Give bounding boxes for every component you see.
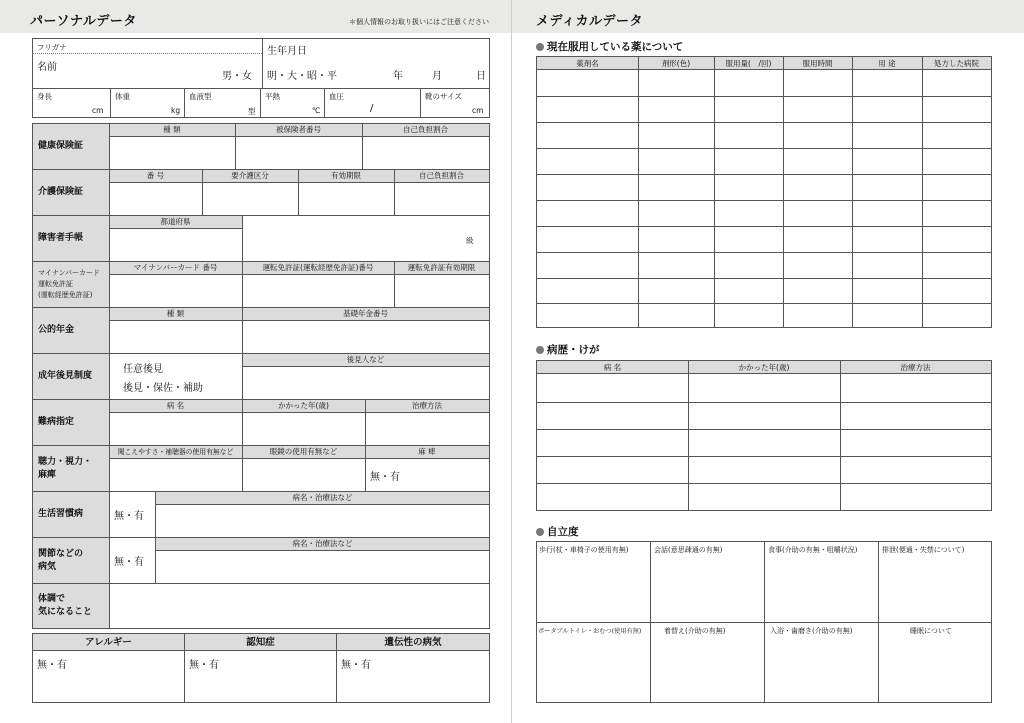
med-col-dose: 服用量( /回) bbox=[725, 59, 772, 68]
guardian-person-header: 後見人など bbox=[242, 354, 489, 367]
temp-unit: ℃ bbox=[312, 106, 321, 115]
privacy-note: ＊個人情報のお取り扱いにはご注意ください bbox=[349, 18, 489, 26]
care-level-header: 要介護区分 bbox=[202, 170, 298, 183]
senses-label-line1: 聴力・視力・ bbox=[38, 456, 93, 467]
bullet-icon bbox=[536, 528, 544, 536]
disability-prefecture-header: 都道府県 bbox=[109, 216, 242, 229]
furigana-label: フリガナ bbox=[37, 43, 67, 52]
mynumber-header: マイナンバーカード 番号 bbox=[109, 262, 242, 275]
indep-walking: 歩行(杖・車椅子の使用有無) bbox=[539, 546, 629, 554]
condition-label-line2: 気になること bbox=[38, 607, 93, 617]
height-unit: cm bbox=[92, 106, 104, 115]
rare-disease-treatment-header: 治療方法 bbox=[365, 400, 489, 413]
personal-header bbox=[0, 0, 511, 33]
hearing-header: 聞こえやすさ・補聴器の使用有無など bbox=[109, 446, 242, 459]
pension-label: 公的年金 bbox=[33, 308, 109, 353]
insurance-rate-header: 自己負担割合 bbox=[362, 124, 489, 137]
bullet-icon bbox=[536, 43, 544, 51]
indep-dressing: 着替え(介助の有無) bbox=[664, 627, 726, 635]
guardian-option-voluntary[interactable]: 任意後見 bbox=[123, 364, 163, 375]
pension-number-header: 基礎年金番号 bbox=[242, 308, 489, 321]
bullet-icon bbox=[536, 346, 544, 354]
joint-label-line1: 関節などの bbox=[38, 548, 84, 559]
personal-title: パーソナルデータ bbox=[30, 14, 137, 29]
era-options[interactable]: 明・大・昭・平 bbox=[267, 71, 337, 82]
med-col-time: 服用時間 bbox=[802, 59, 833, 68]
med-col-purpose: 用 途 bbox=[878, 59, 896, 68]
sex-options[interactable]: 男・女 bbox=[222, 71, 252, 82]
weight-label: 体重 bbox=[115, 92, 130, 101]
lifestyle-disease-label: 生活習慣病 bbox=[33, 492, 109, 537]
dementia-header: 認知症 bbox=[185, 634, 336, 651]
bp-label: 血圧 bbox=[329, 92, 344, 101]
care-insurance-label: 介護保険証 bbox=[33, 170, 109, 215]
lifestyle-detail-header: 病名・治療法など bbox=[156, 492, 489, 505]
condition-label-line1: 体調で bbox=[38, 594, 66, 604]
disability-grade-unit: 級 bbox=[466, 236, 474, 245]
temp-label: 平熱 bbox=[265, 92, 280, 101]
mynumber-label bbox=[33, 262, 109, 307]
height-label: 身長 bbox=[37, 92, 52, 101]
shoe-label: 靴のサイズ bbox=[425, 92, 462, 101]
medical-title: メディカルデータ bbox=[536, 14, 643, 29]
independence-title-text: 自立度 bbox=[547, 526, 579, 538]
care-period-header: 有効期限 bbox=[298, 170, 394, 183]
med-col-name: 薬剤名 bbox=[576, 59, 599, 68]
med-col-form: 剤形(色) bbox=[661, 59, 691, 68]
paralysis-options[interactable]: 無・有 bbox=[370, 472, 400, 483]
mynumber-label-line2: 運転免許証 bbox=[38, 280, 73, 288]
allergy-options[interactable]: 無・有 bbox=[37, 660, 67, 671]
disability-label: 障害者手帳 bbox=[33, 216, 109, 261]
guardian-option-legal[interactable]: 後見・保佐・補助 bbox=[123, 383, 203, 394]
rare-disease-name-header: 病 名 bbox=[109, 400, 242, 413]
birth-label: 生年月日 bbox=[267, 46, 307, 57]
weight-unit: kg bbox=[171, 106, 181, 115]
medical-header bbox=[512, 0, 1024, 33]
care-rate-header: 自己負担割合 bbox=[394, 170, 489, 183]
genetic-disease-header: 遺伝性の病気 bbox=[337, 634, 489, 651]
indep-excretion: 排泄(便通・失禁について) bbox=[882, 546, 965, 554]
eyesight-header: 眼鏡の使用有無など bbox=[242, 446, 365, 459]
indep-conversation: 会話(意思疎通の有無) bbox=[654, 546, 723, 554]
month-label: 月 bbox=[432, 71, 442, 82]
license-expiry-header: 運転免許証有効期限 bbox=[394, 262, 489, 275]
rare-disease-year-header: かかった年(歳) bbox=[242, 400, 365, 413]
allergy-header: アレルギー bbox=[33, 634, 184, 651]
senses-label-line2: 麻痺 bbox=[38, 469, 57, 480]
care-number-header: 番 号 bbox=[109, 170, 202, 183]
hist-col-treatment: 治療方法 bbox=[900, 363, 931, 372]
joint-options[interactable]: 無・有 bbox=[114, 557, 144, 568]
medical-data-page bbox=[512, 0, 1024, 723]
history-title-text: 病歴・けが bbox=[547, 344, 600, 356]
pension-kind-header: 種 類 bbox=[109, 308, 242, 321]
bp-slash: / bbox=[370, 103, 374, 114]
insurance-label: 健康保険証 bbox=[33, 124, 109, 169]
shoe-unit: cm bbox=[472, 106, 484, 115]
indep-bathing: 入浴・歯磨き(介助の有無) bbox=[770, 627, 853, 635]
rare-disease-label: 難病指定 bbox=[33, 400, 109, 445]
genetic-options[interactable]: 無・有 bbox=[341, 660, 371, 671]
hist-col-disease: 病 名 bbox=[603, 363, 622, 372]
year-label: 年 bbox=[393, 71, 403, 82]
mynumber-label-line1: マイナンバーカード bbox=[38, 269, 100, 277]
history-table bbox=[536, 360, 992, 511]
med-col-hospital: 処方した病院 bbox=[934, 59, 979, 68]
joint-label-line2: 病気 bbox=[38, 561, 57, 572]
medications-title-text: 現在服用している薬について bbox=[547, 41, 684, 53]
blood-unit: 型 bbox=[248, 107, 256, 116]
condition-label bbox=[33, 584, 109, 628]
senses-label bbox=[33, 446, 109, 491]
indep-sleep: 睡眠について bbox=[910, 627, 952, 635]
lifestyle-options[interactable]: 無・有 bbox=[114, 511, 144, 522]
joint-disease-label bbox=[33, 538, 109, 583]
insurance-kind-header: 種 類 bbox=[109, 124, 235, 137]
joint-detail-header: 病名・治療法など bbox=[156, 538, 489, 551]
independence-title bbox=[536, 524, 579, 539]
dementia-options[interactable]: 無・有 bbox=[189, 660, 219, 671]
insurance-number-header: 被保険者番号 bbox=[235, 124, 362, 137]
indep-toilet: ポータブルトイレ・おむつ(使用有無) bbox=[538, 628, 642, 635]
indep-eating: 食事(介助の有無・咀嚼状況) bbox=[768, 546, 858, 554]
day-label: 日 bbox=[476, 71, 486, 82]
paralysis-header: 麻 痺 bbox=[365, 446, 489, 459]
license-number-header: 運転免許証(運転経歴免許証)番号 bbox=[242, 262, 394, 275]
mynumber-label-line3: (運転経歴免許証) bbox=[38, 291, 93, 299]
blood-label: 血液型 bbox=[189, 92, 212, 101]
history-title bbox=[536, 342, 600, 357]
name-label: 名前 bbox=[37, 62, 57, 73]
medications-title bbox=[536, 39, 683, 54]
hist-col-year: かかった年(歳) bbox=[738, 363, 790, 372]
guardianship-label: 成年後見制度 bbox=[33, 354, 109, 399]
